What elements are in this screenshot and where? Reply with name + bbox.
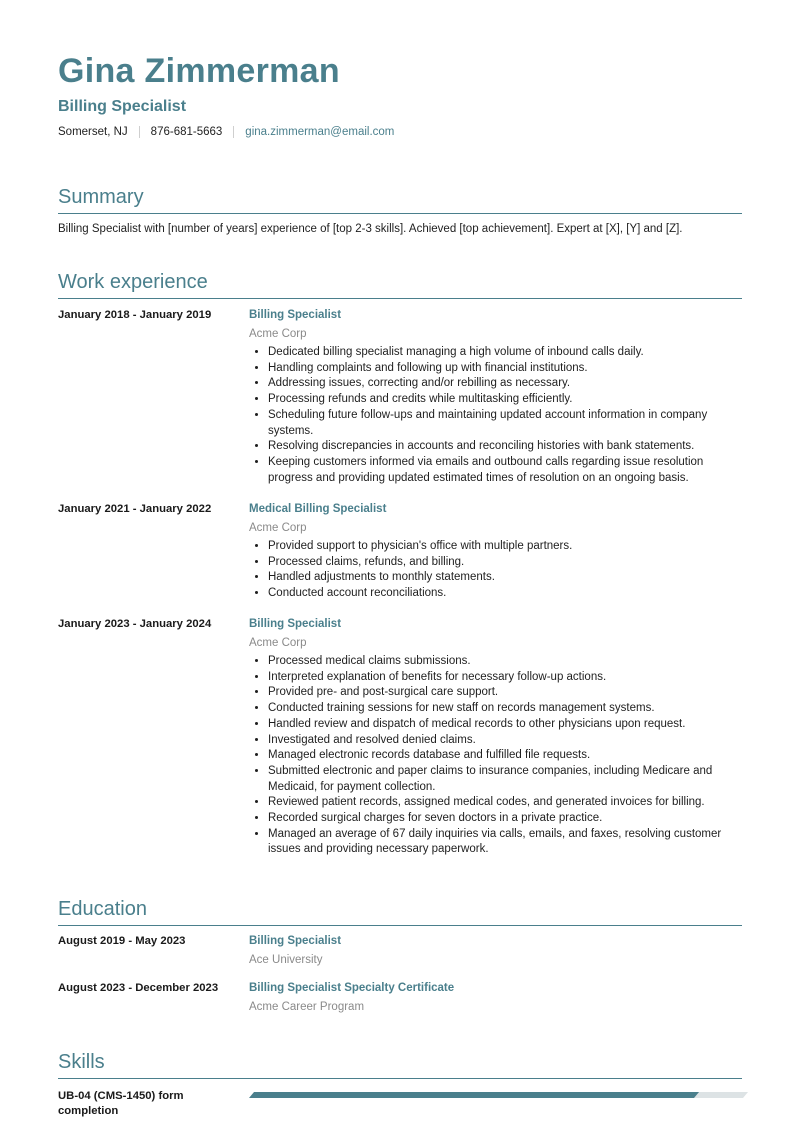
list-item: • Reviewed patient records, assigned medical codes, and generated invoices for billing. <box>268 795 739 811</box>
contact-line <box>58 125 394 139</box>
list-item: • Processed claims, refunds, and billing. <box>268 555 739 571</box>
job-entry <box>249 617 739 858</box>
degree-title: Billing Specialist <box>249 935 342 947</box>
education-entry <box>249 981 739 1015</box>
list-item: • Conducted training sessions for new staff on records management systems. <box>268 701 739 717</box>
degree-title: Billing Specialist Specialty Certificate <box>249 982 455 994</box>
section-divider <box>58 1078 742 1079</box>
skill-level-fill <box>249 1092 699 1098</box>
list-item: • Investigated and resolved denied claims. <box>268 733 739 749</box>
list-item: • Dedicated billing specialist managing a high volume of inbound calls daily. <box>268 345 739 361</box>
job-dates: January 2021 - January 2022 <box>58 503 212 515</box>
list-item: • Handled review and dispatch of medical records to other physicians upon request. <box>268 717 739 733</box>
location: Somerset, NJ <box>58 126 128 138</box>
summary-text: Billing Specialist with [number of years] experience of [top 2-3 skills]. Achieved [top achievement]. Expert at [X], [Y] and [Z]. <box>58 223 683 235</box>
school-name: Acme Career Program <box>249 1001 365 1013</box>
list-item: • Managed an average of 67 daily inquiries via calls, emails, and faxes, resolving customer issues and providing necessary paperwork. <box>268 827 739 858</box>
education-entry <box>249 934 739 968</box>
job-company: Acme Corp <box>249 522 307 534</box>
list-item: • Recorded surgical charges for seven doctors in a private practice. <box>268 811 739 827</box>
list-item: • Managed electronic records database and fulfilled file requests. <box>268 748 739 764</box>
job-company: Acme Corp <box>249 637 307 649</box>
job-company: Acme Corp <box>249 328 307 340</box>
list-item: • Handled adjustments to monthly statements. <box>268 570 739 586</box>
list-item: • Handling complaints and following up with financial institutions. <box>268 361 739 377</box>
list-item: • Provided support to physician's office with multiple partners. <box>268 539 739 555</box>
education-dates: August 2019 - May 2023 <box>58 935 186 947</box>
job-dates: January 2018 - January 2019 <box>58 309 212 321</box>
job-entry <box>249 502 739 602</box>
list-item: • Processing refunds and credits while multitasking efficiently. <box>268 392 739 408</box>
list-item: • Keeping customers informed via emails and outbound calls regarding issue resolution progress and providing updated estimated times of resolution on an ongoing basis. <box>268 455 739 486</box>
job-bullets <box>249 654 739 858</box>
job-title: Billing Specialist <box>249 309 342 321</box>
education-heading: Education <box>58 898 147 920</box>
list-item: • Interpreted explanation of benefits for necessary follow-up actions. <box>268 670 739 686</box>
work-experience-heading: Work experience <box>58 271 208 293</box>
job-bullets <box>249 539 739 602</box>
job-title: Billing Specialist <box>249 618 342 630</box>
list-item: • Resolving discrepancies in accounts and reconciling histories with bank statements. <box>268 439 739 455</box>
list-item: • Provided pre- and post-surgical care support. <box>268 685 739 701</box>
section-divider <box>58 213 742 214</box>
skill-level-bar <box>249 1092 748 1098</box>
skill-name: UB-04 (CMS-1450) form completion <box>58 1090 184 1117</box>
job-title: Medical Billing Specialist <box>249 503 387 515</box>
candidate-name: Gina Zimmerman <box>58 52 340 90</box>
contact-divider <box>139 126 140 138</box>
contact-divider <box>233 126 234 138</box>
candidate-title: Billing Specialist <box>58 98 187 115</box>
section-divider <box>58 925 742 926</box>
email-link[interactable]: gina.zimmerman@email.com <box>245 126 395 138</box>
list-item: • Processed medical claims submissions. <box>268 654 739 670</box>
summary-heading: Summary <box>58 186 144 208</box>
list-item: • Conducted account reconciliations. <box>268 586 739 602</box>
list-item: • Addressing issues, correcting and/or rebilling as necessary. <box>268 376 739 392</box>
section-divider <box>58 298 742 299</box>
job-bullets <box>249 345 739 486</box>
job-entry <box>249 308 739 486</box>
job-dates: January 2023 - January 2024 <box>58 618 212 630</box>
list-item: • Scheduling future follow-ups and maintaining updated account information in company systems. <box>268 408 739 439</box>
phone: 876-681-5663 <box>150 126 223 138</box>
school-name: Ace University <box>249 954 323 966</box>
skills-heading: Skills <box>58 1051 105 1073</box>
list-item: • Submitted electronic and paper claims to insurance companies, including Medicare and Medicaid, for payment collection. <box>268 764 739 795</box>
education-dates: August 2023 - December 2023 <box>58 982 219 994</box>
